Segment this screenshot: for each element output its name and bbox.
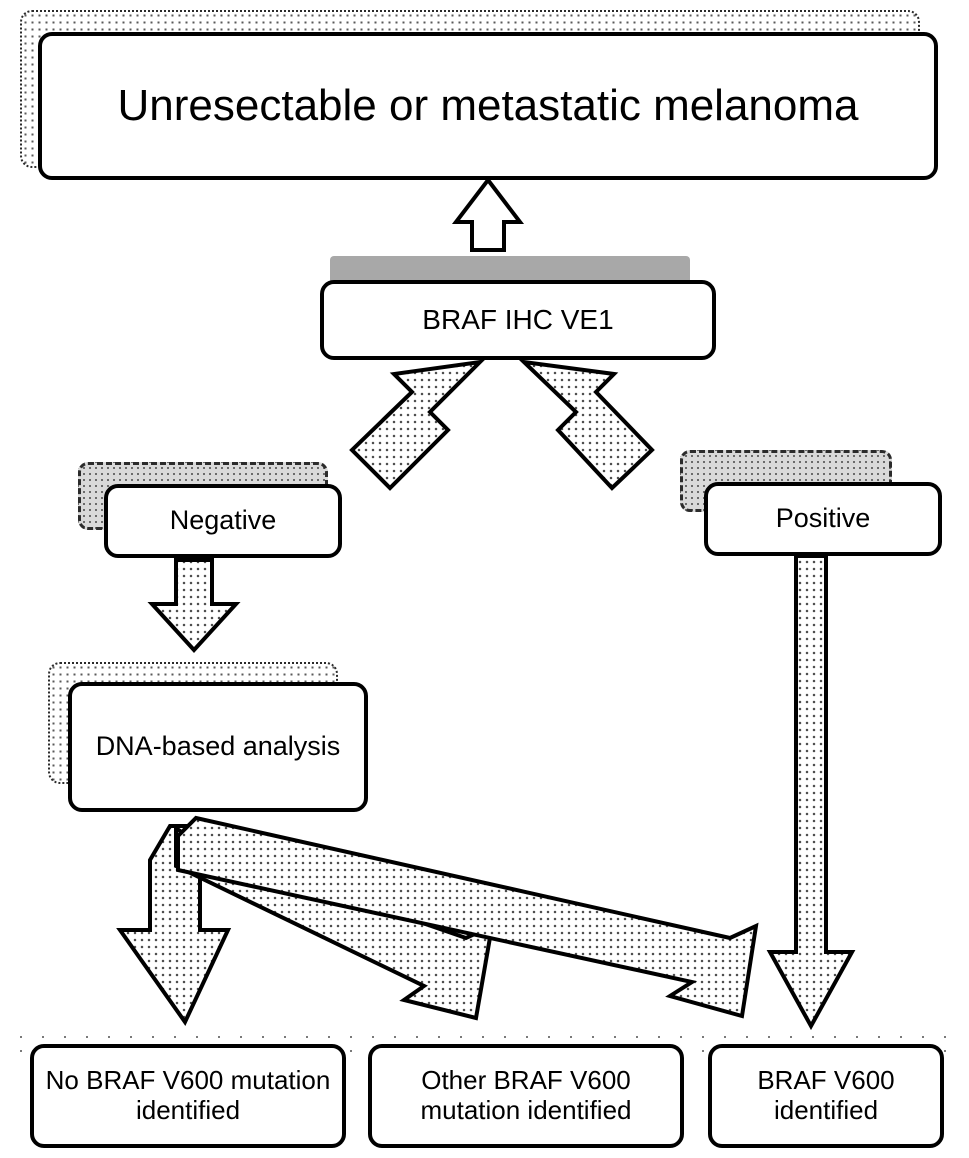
node-positive[interactable]: Positive (704, 482, 942, 556)
arrow-positive-to-braf-identified (770, 556, 852, 1026)
node-other-braf-v600-mutation[interactable]: Other BRAF V600 mutation identified (368, 1044, 684, 1148)
node-unresectable-melanoma[interactable]: Unresectable or metastatic melanoma (38, 32, 938, 180)
node-braf-v600-identified[interactable]: BRAF V600 identified (708, 1044, 944, 1148)
arrow-title-to-test (456, 180, 520, 250)
node-negative[interactable]: Negative (104, 484, 342, 558)
node-dna-based-analysis[interactable]: DNA-based analysis (68, 682, 368, 812)
arrow-negative-to-dna (152, 560, 236, 650)
arrow-test-to-negative (352, 362, 480, 488)
arrow-test-to-positive (524, 362, 652, 488)
node-no-braf-v600-mutation[interactable]: No BRAF V600 mutation identified (30, 1044, 346, 1148)
node-braf-ihc-ve1[interactable]: BRAF IHC VE1 (320, 280, 716, 360)
